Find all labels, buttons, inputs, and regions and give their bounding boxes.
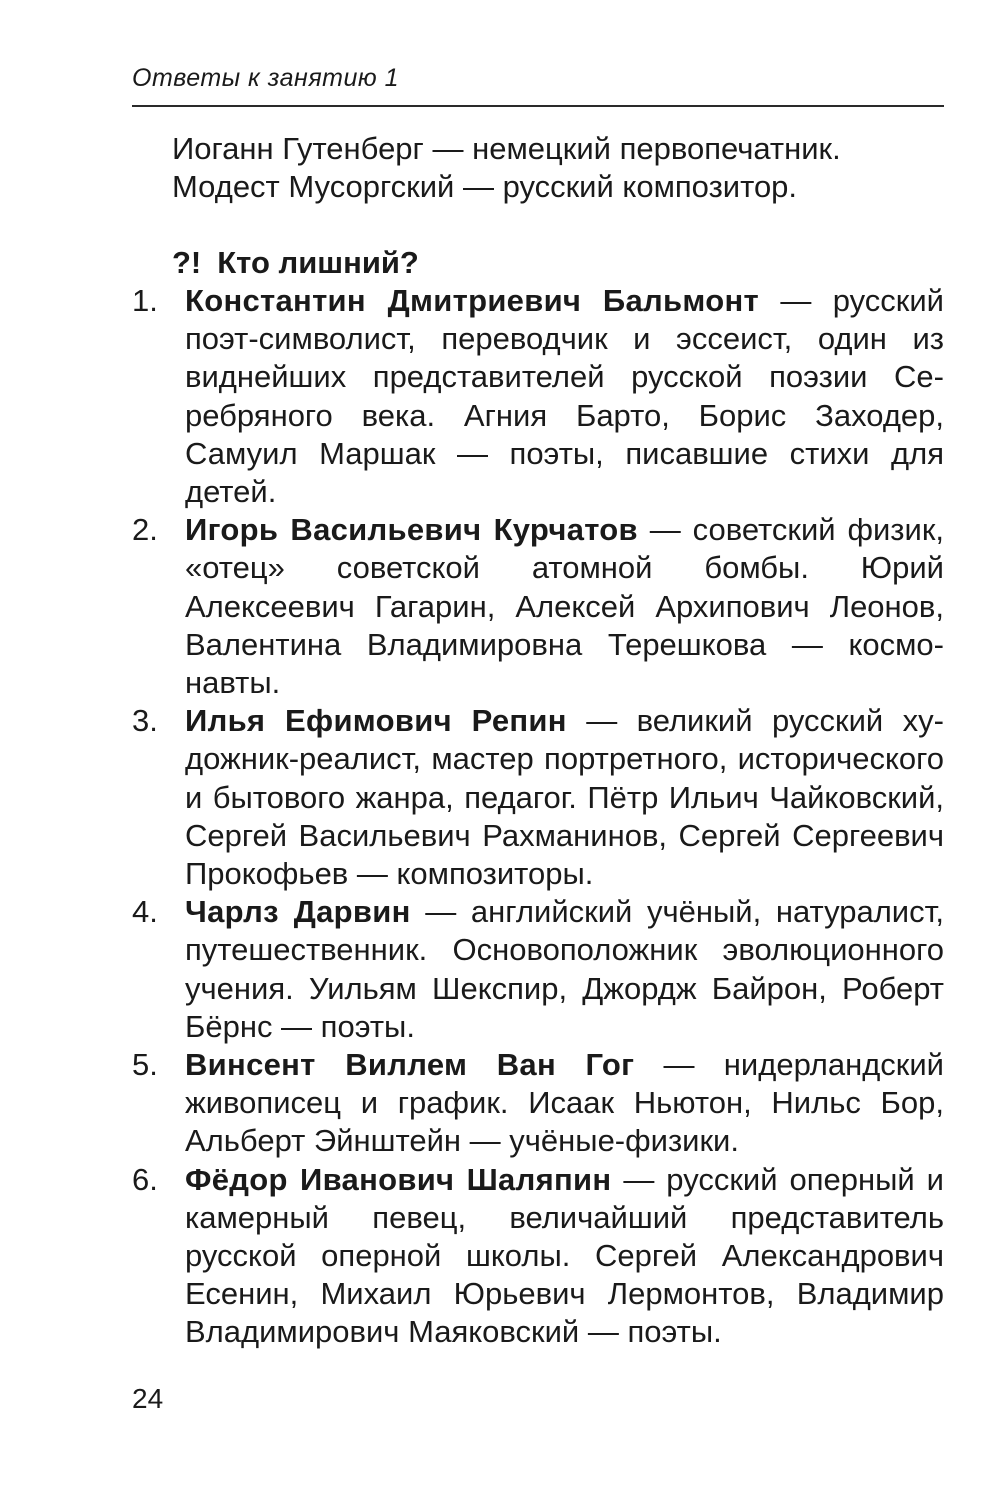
answer-number: 5. bbox=[132, 1047, 158, 1083]
running-head-title: Ответы к занятию 1 bbox=[132, 64, 400, 92]
answer-name: Чарлз Дарвин bbox=[185, 894, 411, 930]
answer-item bbox=[132, 702, 944, 893]
answer-item bbox=[132, 282, 944, 511]
answer-number: 4. bbox=[132, 894, 158, 930]
header-rule bbox=[132, 105, 944, 107]
answer-text: — английский учёный, натуралист, путешественник. Основоположник эволюционного учения. Уильям Шекспир, Джордж Байрон, Роберт Бёрнс — поэты. bbox=[185, 894, 944, 1044]
answer-item bbox=[132, 893, 944, 1046]
answer-name: Илья Ефимович Репин bbox=[185, 703, 567, 739]
page-number: 24 bbox=[132, 1383, 164, 1414]
section-mark: ?! bbox=[172, 245, 202, 280]
answer-text: — русский поэт-символист, переводчик и эссеист, один из виднейших представителей русской поэзии Серебряного века. Агния Барто, Борис Заходер, Самуил Маршак — поэты, писавшие стихи для детей. bbox=[185, 283, 944, 510]
section-heading bbox=[172, 244, 419, 282]
answer-text: — русский оперный и камерный певец, величайший представитель русской оперной школы. Сергей Александрович Есенин, Михаил Юрьевич Лермонтов, Владимир Владимирович Маяковский — поэты. bbox=[185, 1161, 944, 1350]
answer-name: Игорь Васильевич Курчатов bbox=[185, 512, 638, 548]
intro-line: Модест Мусоргский — русский композитор. bbox=[172, 169, 798, 204]
answer-text: — советский физик, «отец» советской атомной бомбы. Юрий Алексеевич Гагарин, Алексей Архипович Леонов, Валентина Владимировна Терешкова — космонавты. bbox=[185, 512, 944, 701]
answer-list bbox=[132, 282, 944, 1352]
answer-text: — нидерландский живописец и график. Исаак Ньютон, Нильс Бор, Альберт Эйнштейн — учёные-физики. bbox=[185, 1047, 944, 1159]
answer-item bbox=[132, 1161, 944, 1352]
answer-name: Фёдор Иванович Шаляпин bbox=[185, 1161, 612, 1197]
answer-number: 1. bbox=[132, 283, 158, 318]
answer-item bbox=[132, 511, 944, 702]
answer-name: Константин Дмитриевич Бальмонт bbox=[185, 283, 759, 318]
answer-text: — великий русский художник-реалист, мастер портретного, исторического и бытового жанра, педагог. Пётр Ильич Чайковский, Сергей Васильевич Рахманинов, Сергей Сергеевич Прокофьев — композиторы. bbox=[185, 703, 944, 892]
answer-number: 2. bbox=[132, 512, 158, 548]
answer-number: 3. bbox=[132, 703, 158, 739]
intro-block bbox=[172, 130, 952, 206]
section-title-text: Кто лишний? bbox=[217, 245, 419, 280]
intro-line: Иоганн Гутенберг — немецкий первопечатник. bbox=[172, 131, 841, 166]
answer-item bbox=[132, 1046, 944, 1161]
answer-number: 6. bbox=[132, 1161, 158, 1197]
answer-name: Винсент Виллем Ван Гог bbox=[185, 1047, 635, 1083]
